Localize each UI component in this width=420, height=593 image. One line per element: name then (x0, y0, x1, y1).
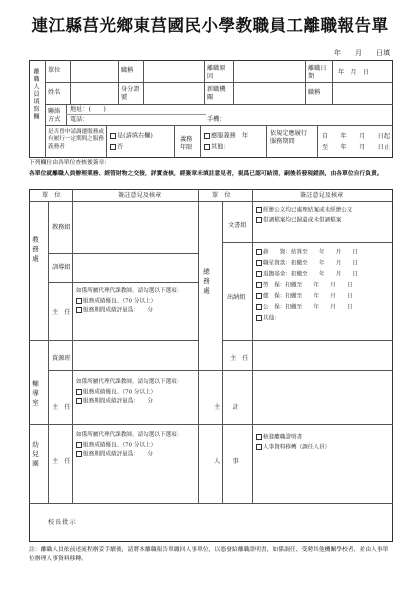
label-unit: 單位 (48, 67, 61, 74)
dept-general-affairs: 總務處 (202, 268, 210, 297)
instruction-heading: 下列欄位由各單位查核後簽章： (29, 160, 111, 166)
kindergarten-director: 主 任 (52, 458, 71, 465)
option-mil-service[interactable]: 應服義務 年 (204, 133, 248, 140)
counseling-director: 主 任 (52, 404, 71, 411)
label-duty-years: 義務年限 (180, 136, 193, 152)
period-to: 至 年 月 日止 (322, 144, 391, 151)
instruction-text: 各單位就離職人員辦理業務、經管財物之交接，詳實查核，經簽章未填註意見者，視爲已認可結清，嗣後若發現錯誤，由各單位自行負責。 (29, 171, 383, 177)
option-salary[interactable]: 薪 資：結算至 年 月 日 (256, 249, 358, 256)
header-unit-left: 單 位 (42, 192, 61, 199)
page-title: 連江縣莒光鄉東莒國民小學教職員工離職報告單 (31, 16, 389, 35)
label-position: 職稱 (308, 89, 321, 96)
dept-kindergarten: 幼兒園 (31, 441, 39, 470)
option-file-returned[interactable]: 借調檔案均已歸還或未借調檔案 (256, 217, 341, 224)
option-labor-insurance[interactable]: 勞 保：扣繳至 年 月 日 (256, 282, 353, 289)
dept-academic: 教務處 (31, 236, 39, 265)
general-director: 主 任 (230, 355, 249, 362)
unit-documents: 文書組 (228, 222, 247, 229)
label-leave-reason: 離職原因 (207, 65, 226, 80)
label-name: 姓名 (48, 89, 61, 96)
principal-approval: 校長批示 (48, 519, 77, 526)
header-review-left: 簽註意見及核章 (118, 192, 162, 199)
dept-counseling: 輔導室 (31, 380, 39, 409)
option-good-performance[interactable]: 服務成績優良。（70 分以上） (76, 389, 156, 396)
address-field[interactable]: 地址：( ) (70, 106, 106, 113)
option-other[interactable]: 其他： (204, 144, 230, 151)
option-score[interactable]: 服務期間成績評量爲： 分 (76, 398, 153, 405)
footer-note: 註：離職人員依前述流程辦妥手續後，請將本離職報告單繳回人事單位，以憑發給離職證明書，如係調任、受聘其他機關學校者，並由人事單位辦理人事資料移轉。 (29, 547, 389, 562)
label-new-unit: 新職機關 (207, 86, 226, 101)
unit-personnel: 人 事 (214, 458, 239, 465)
mobile-field[interactable]: 手機： (207, 116, 226, 123)
applicant-section-label: 離職人員填寫欄 (32, 68, 39, 121)
label-contact: 聯絡方式 (48, 108, 61, 124)
option-good-performance[interactable]: 服務成績優良。（70 分以上） (76, 442, 156, 449)
option-no[interactable]: 否 (110, 144, 123, 151)
option-pension[interactable]: 退撫基金：扣繳至 年 月 日 (256, 271, 358, 278)
period-from: 自 年 月 日起 (322, 133, 391, 140)
fill-date: 年 月 日填 (334, 49, 390, 57)
option-certificate[interactable]: 核發離職證明書 (256, 434, 302, 441)
label-id: 身分證號 (121, 86, 140, 101)
option-health-insurance[interactable]: 健 保：扣繳至 年 月 日 (256, 293, 353, 300)
unit-training: 訓導組 (52, 264, 71, 271)
phone-field[interactable]: 電話： (70, 116, 89, 123)
option-loan[interactable]: 職星資款：扣繳至 年 月 日 (256, 260, 358, 267)
leave-date-value: 年 月 日 (338, 69, 369, 76)
option-transfer[interactable]: 人事資料移轉（調任人員） (256, 444, 330, 451)
label-title: 職稱 (121, 67, 134, 74)
label-service-period: 依規定應履行服務期間 (270, 130, 308, 146)
option-yes[interactable]: 是(請填右欄) (110, 133, 153, 140)
unit-accounting: 主 計 (214, 404, 239, 411)
unit-academic-group: 教務組 (52, 224, 71, 231)
option-score[interactable]: 服務期間成績評量爲： 分 (76, 451, 153, 458)
option-doc-closed[interactable]: 經辦公文均已處理結案或未經辦公文 (256, 207, 353, 214)
header-review-right: 簽註意見及核章 (300, 192, 344, 199)
label-leave-date: 離職日期 (308, 65, 327, 80)
unit-resources: 資源班 (52, 355, 71, 362)
option-good-performance[interactable]: 服務成績優良。（70 分以上） (76, 298, 156, 305)
unit-cashier: 出納組 (227, 294, 246, 301)
option-civil-insurance[interactable]: 公 保：扣繳至 年 月 日 (256, 304, 353, 311)
header-unit-right: 單 位 (212, 192, 231, 199)
option-other[interactable]: 其他： (256, 315, 280, 322)
option-score[interactable]: 服務期間成績評量爲： 分 (76, 307, 153, 314)
service-obligation-question: 是否曾申請調遷服務或有履行一定期間之服務義務者 (48, 129, 104, 150)
academic-director: 主 任 (52, 309, 71, 316)
